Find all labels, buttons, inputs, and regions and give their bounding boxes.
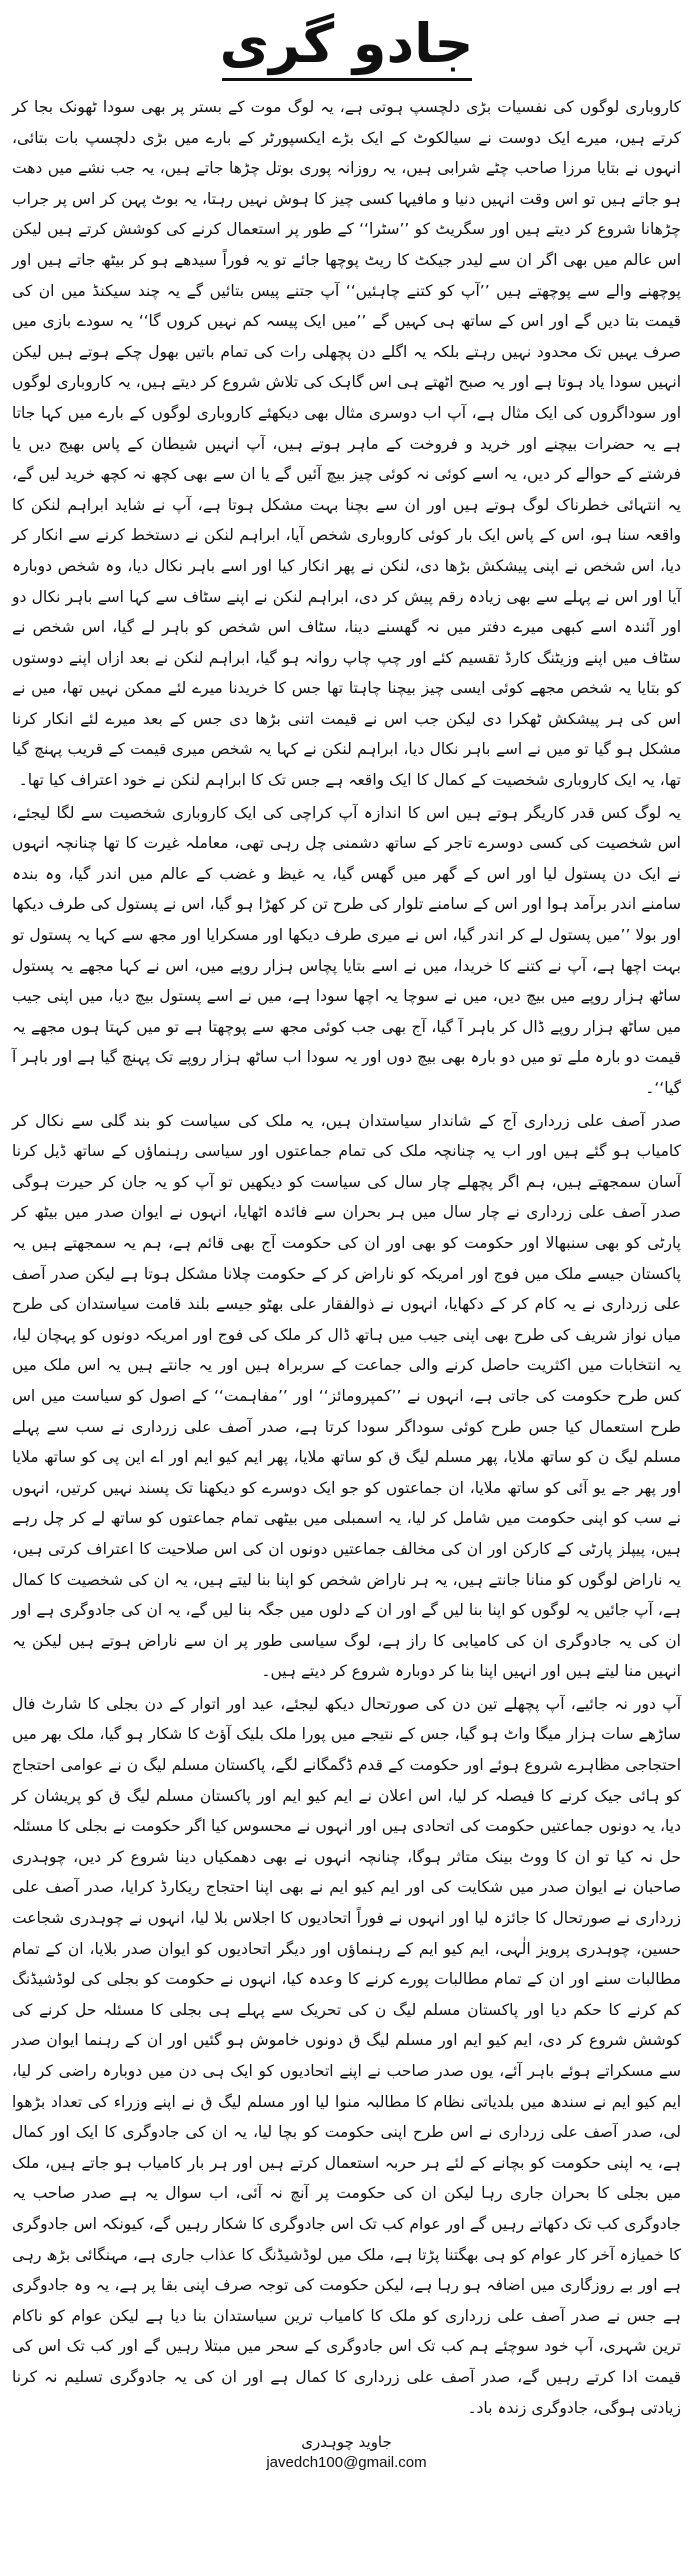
byline [12,2431,681,2473]
paragraph-4: آپ دور نہ جائیے، آپ پچھلے تین دن کی صورتحال دیکھ لیجئے، عید اور اتوار کے دن بجلی کا شارٹ فال ساڑھے سات ہزار میگا واٹ ہو گیا، جس کے نتیجے میں پورا ملک بلیک آؤٹ کا شکار ہو گیا، ملک بھر میں احتجاجی مظاہرے شروع ہوئے اور حکومت کے قدم ڈگمگانے لگے، پاکستان مسلم لیگ ن نے عوامی احتجاج کو ہائی جیک کرنے کا فیصلہ کر لیا، اس اعلان نے ایم کیو ایم اور پاکستان مسلم لیگ ق کو پریشان کر دیا، یہ دونوں جماعتیں حکومت کی اتحادی ہیں اور انہوں نے محسوس کیا اگر حکومت نے بجلی کا مسئلہ حل نہ کیا تو ان کا ووٹ بینک متاثر ہوگا، چنانچہ انہوں نے بھی دھمکیاں دینا شروع کر دیں، چوہدری صاحبان نے ایوان صدر میں شکایت کی اور ایم کیو ایم نے بھی اپنا احتجاج ریکارڈ کرایا، صدر آصف علی زرداری نے صورتحال کا جائزہ لیا اور انہوں نے فوراً اتحادیوں کا اجلاس بلا لیا، انہوں نے چوہدری شجاعت حسین، چوہدری پرویز الٰہی، ایم کیو ایم کے رہنماؤں اور دیگر اتحادیوں کو ایوان صدر بلایا، ان کے تمام مطالبات سنے اور ان کے تمام مطالبات پورے کرنے کا وعدہ کیا، انہوں نے حکومت کو بجلی کی لوڈشیڈنگ کم کرنے کا حکم دیا اور پاکستان مسلم لیگ ن کی تحریک سے پہلے ہی بجلی کا مسئلہ حل کرنے کی کوشش شروع کر دی، ایم کیو ایم اور مسلم لیگ ق دونوں خاموش ہو گئیں اور ان کے رہنما ایوان صدر سے مسکراتے ہوئے باہر آئے، یوں صدر صاحب نے اپنے اتحادیوں کو ایک ہی دن میں دوبارہ راضی کر لیا، ایم کیو ایم نے سندھ میں بلدیاتی نظام کا مطالبہ منوا لیا اور مسلم لیگ ق نے اپنے وزراء کی تعداد بڑھوا لی، صدر آصف علی زرداری نے اس طرح اپنی حکومت کو بچا لیا، یہ ان کی جادوگری کا ایک اور کمال ہے، یہ اپنی حکومت کو بچانے کے لئے ہر حربہ استعمال کرتے ہیں اور ہر بار کامیاب ہو جاتے ہیں، ملک میں بجلی کا بحران جاری رہا لیکن ان کی حکومت پر آنچ نہ آئی، اب سوال یہ ہے صدر صاحب یہ جادوگری کب تک دکھاتے رہیں گے اور عوام کب تک اس جادوگری کا شکار رہیں گے، کیونکہ اس جادوگری کا خمیازہ آخر کار عوام کو ہی بھگتنا پڑتا ہے، ملک میں لوڈشیڈنگ کا عذاب جاری ہے، مہنگائی بڑھ رہی ہے اور بے روزگاری میں اضافہ ہو رہا ہے، لیکن حکومت کی توجہ صرف اپنی بقا پر ہے، یہ وہ جادوگری ہے جس نے صدر آصف علی زرداری کو ملک کا کامیاب ترین سیاستدان بنا دیا ہے لیکن عوام کو ناکام ترین شہری، آپ خود سوچئے ہم کب تک اس جادوگری کے سحر میں مبتلا رہیں گے اور کب تک اس کی قیمت ادا کرتے رہیں گے، صدر آصف علی زرداری کا کمال ہے اور ان کی یہ جادوگری تسلیم نہ کرنا زیادتی ہوگی، جادوگری زندہ باد۔ [12,1694,681,2417]
article-title: جادو گری [219,11,474,75]
author-name: جاوید چوہدری [301,2433,392,2452]
paragraph-1: کاروباری لوگوں کی نفسیات بڑی دلچسپ ہوتی ہے، یہ لوگ موت کے بستر پر بھی سودا ٹھونک بجا کر کرتے ہیں، میرے ایک دوست نے سیالکوٹ کے ایک بڑے ایکسپورٹر کے بارے میں بڑی دلچسپ بات بتائی، انہوں نے بتایا مرزا صاحب چٹے شرابی ہیں، یہ روزانہ پوری بوتل چڑھا جاتے ہیں، یہ جب نشے میں دھت ہو جاتے ہیں تو اس وقت انہیں دنیا و مافیہا کسی چیز کا ہوش نہیں رہتا، یہ بوٹ پہن کر اس پر جراب چڑھانا شروع کر دیتے ہیں اور سگریٹ کو ’’سٹرا‘‘ کے طور پر استعمال کرنے کی کوشش کرتے ہیں لیکن اس عالم میں بھی اگر ان سے لیدر جیکٹ کا ریٹ پوچھا جائے تو یہ فوراً سیدھے ہو کر بیٹھ جاتے ہیں اور پوچھنے والے سے پوچھتے ہیں ’’آپ کو کتنے چاہئیں‘‘ آپ جتنے پیس بتائیں گے یہ چند سیکنڈ میں ان کی قیمت بتا دیں گے اور اس کے ساتھ ہی کہیں گے ’’میں ایک پیسہ کم نہیں کروں گا‘‘ یہ سودے بازی میں صرف یہیں تک محدود نہیں رہتے بلکہ یہ اگلے دن پچھلی رات کی تمام باتیں بھول چکے ہوتے ہیں لیکن انہیں سودا یاد ہوتا ہے اور یہ صبح اٹھتے ہی اس گاہک کی تلاش شروع کر دیتے ہیں، یہ کاروباری لوگوں اور سوداگروں کی ایک مثال ہے، آپ اب دوسری مثال بھی دیکھئے کاروباری لوگوں کے بارے میں کہا جاتا ہے یہ حضرات بیچنے اور خرید و فروخت کے ماہر ہوتے ہیں، آپ انہیں شیطان کے پاس بھیج دیں یا فرشتے کے حوالے کر دیں، یہ اسے کوئی نہ کوئی چیز بیچ آئیں گے یا ان سے بھی کچھ نہ کچھ خرید لیں گے، یہ انتہائی خطرناک لوگ ہوتے ہیں اور ان سے بچنا بہت مشکل ہوتا ہے، آپ نے شاید ابراہم لنکن کا واقعہ سنا ہو، اس کے پاس ایک بار کوئی کاروباری شخص آیا، ابراہم لنکن نے دستخط کرنے سے انکار کر دیا، اس شخص نے اپنی پیشکش بڑھا دی، لنکن نے پھر انکار کیا اور اسے باہر نکال دیا، وہ شخص دوبارہ آیا اور اس نے پہلے سے بھی زیادہ رقم پیش کر دی، ابراہم لنکن نے اپنے سٹاف سے کہا اسے باہر نکال دو اور آئندہ اسے کبھی میرے دفتر میں نہ گھسنے دینا، سٹاف اس شخص کو باہر لے گیا، اس شخص نے سٹاف میں اپنے وزیٹنگ کارڈ تقسیم کئے اور چپ چاپ روانہ ہو گیا، ابراہم لنکن نے بعد ازاں اپنے دوستوں کو بتایا یہ شخص مجھے کوئی ایسی چیز بیچنا چاہتا تھا جس کا خریدنا میرے لئے ممکن نہیں تھا، میں نے اس کی ہر پیشکش ٹھکرا دی لیکن جب اس نے قیمت اتنی بڑھا دی جس کے بعد میرے لئے انکار کرنا مشکل ہو گیا تو میں نے اسے باہر نکال دیا، ابراہم لنکن نے کہا یہ شخص میری قیمت کے قریب پہنچ گیا تھا، یہ ایک کاروباری شخصیت کے کمال کا ایک واقعہ ہے جس تک کا ابراہم لنکن نے خود اعتراف کیا تھا۔ [12,98,681,790]
title-underline [222,78,472,81]
author-email: javedch100@gmail.com [266,2454,427,2472]
article-body [12,92,681,2423]
headline [12,0,681,92]
newspaper-column [12,0,681,2551]
paragraph-3: صدر آصف علی زرداری آج کے شاندار سیاستدان ہیں، یہ ملک کی سیاست کو بند گلی سے نکال کر کامیاب ہو گئے ہیں اور اب یہ چنانچہ ملک کی تمام جماعتوں اور سیاسی رہنماؤں کے ساتھ ڈیل کرنا آسان سمجھتے ہیں، ہم اگر پچھلے چار سال کی سیاست کو دیکھیں تو آپ کو یہ جان کر حیرت ہوگی صدر آصف علی زرداری نے چار سال میں ہر بحران سے فائدہ اٹھایا، انہوں نے ایوان صدر میں بیٹھ کر پارٹی کو بھی سنبھالا اور حکومت کو بھی اور ان کی حکومت آج بھی قائم ہے، ہم یہ سمجھتے ہیں یہ پاکستان جیسے ملک میں فوج اور امریکہ کو ناراض کر کے حکومت چلانا مشکل ہوتا ہے لیکن صدر آصف علی زرداری نے یہ کام کر کے دکھایا، انہوں نے ذوالفقار علی بھٹو جیسے بلند قامت سیاستدان کی طرح میاں نواز شریف کی طرح بھی اپنی جیب میں ہاتھ ڈال کر ملک کی فوج اور امریکہ دونوں کو پہچان لیا، یہ انتخابات میں اکثریت حاصل کرنے والی جماعت کے سربراہ ہیں اور یہ جانتے ہیں یہ اس ملک میں کس طرح حکومت کی جاتی ہے، انہوں نے ’’کمپرومائز‘‘ اور ’’مفاہمت‘‘ کے اصول کو سیاست میں اس طرح استعمال کیا جس طرح کوئی سوداگر سودا کرتا ہے، صدر آصف علی زرداری نے سب سے پہلے مسلم لیگ ن کو ساتھ ملایا، پھر مسلم لیگ ق کو ساتھ ملایا، پھر ایم کیو ایم اور اے این پی کو ساتھ ملایا اور پھر جے یو آئی کو ساتھ ملایا، ان جماعتوں کو جو ایک دوسرے کو دیکھنا تک پسند نہیں کرتیں، انہوں نے سب کو اپنی حکومت میں شامل کر لیا، یہ اسمبلی میں بیٹھی تمام جماعتوں کو ساتھ لے کر چل رہے ہیں، پیپلز پارٹی کے کارکن اور ان کی مخالف جماعتیں دونوں ان کی اس صلاحیت کا اعتراف کرتی ہیں، یہ ناراض لوگوں کو منانا جانتے ہیں، یہ ہر ناراض شخص کو اپنا بنا لیتے ہیں، یہ ان کی شخصیت کا کمال ہے، آپ جائیں یہ لوگوں کو اپنا بنا لیں گے اور ان کے دلوں میں جگہ بنا لیں گے، یہ ان کی جادوگری ہے اور ان کی یہ جادوگری ان کی کامیابی کا راز ہے، لوگ سیاسی طور پر ان سے ناراض ہوتے ہیں لیکن یہ انہیں منا لیتے ہیں اور انہیں اپنا بنا کر دوبارہ شروع کر دیتے ہیں۔ [12,1111,681,1681]
paragraph-2: یہ لوگ کس قدر کاریگر ہوتے ہیں اس کا اندازہ آپ کراچی کی ایک کاروباری شخصیت سے لگا لیجئے، اس شخصیت کی کسی دوسرے تاجر کے ساتھ دشمنی چل رہی تھی، معاملہ غیرت کا تھا چنانچہ انہوں نے ایک دن پستول لیا اور اس کے گھر میں گھس گیا، یہ غیظ و غضب کے عالم میں اندر گیا، وہ بندہ سامنے اندر برآمد ہوا اور اس کے سامنے تلوار کی طرح تن کر کھڑا ہو گیا، اس نے پستول کی طرف دیکھا اور بولا ’’میں پستول لے کر اندر گیا، اس نے میری طرف دیکھا اور مسکرایا اور مجھ سے کہا یہ پستول تو بہت اچھا ہے، آپ نے کتنے کا خریدا، میں نے اسے بتایا پچاس ہزار روپے میں، اس نے کہا مجھے یہ پستول ساٹھ ہزار روپے میں بیچ دیں، میں نے سوچا یہ اچھا سودا ہے، میں نے اسے پستول بیچ دیا، میں اپنی جیب میں ساٹھ ہزار روپے ڈال کر باہر آ گیا، آج بھی جب کوئی مجھ سے پوچھتا ہے تو میں کہتا ہوں مجھے یہ قیمت دو بارہ ملے تو میں دو بارہ بھی بیچ دوں اور یہ سودا اب ساٹھ ہزار روپے تک پہنچ گیا ہے اور باہر آ گیا‘‘۔ [12,803,681,1097]
